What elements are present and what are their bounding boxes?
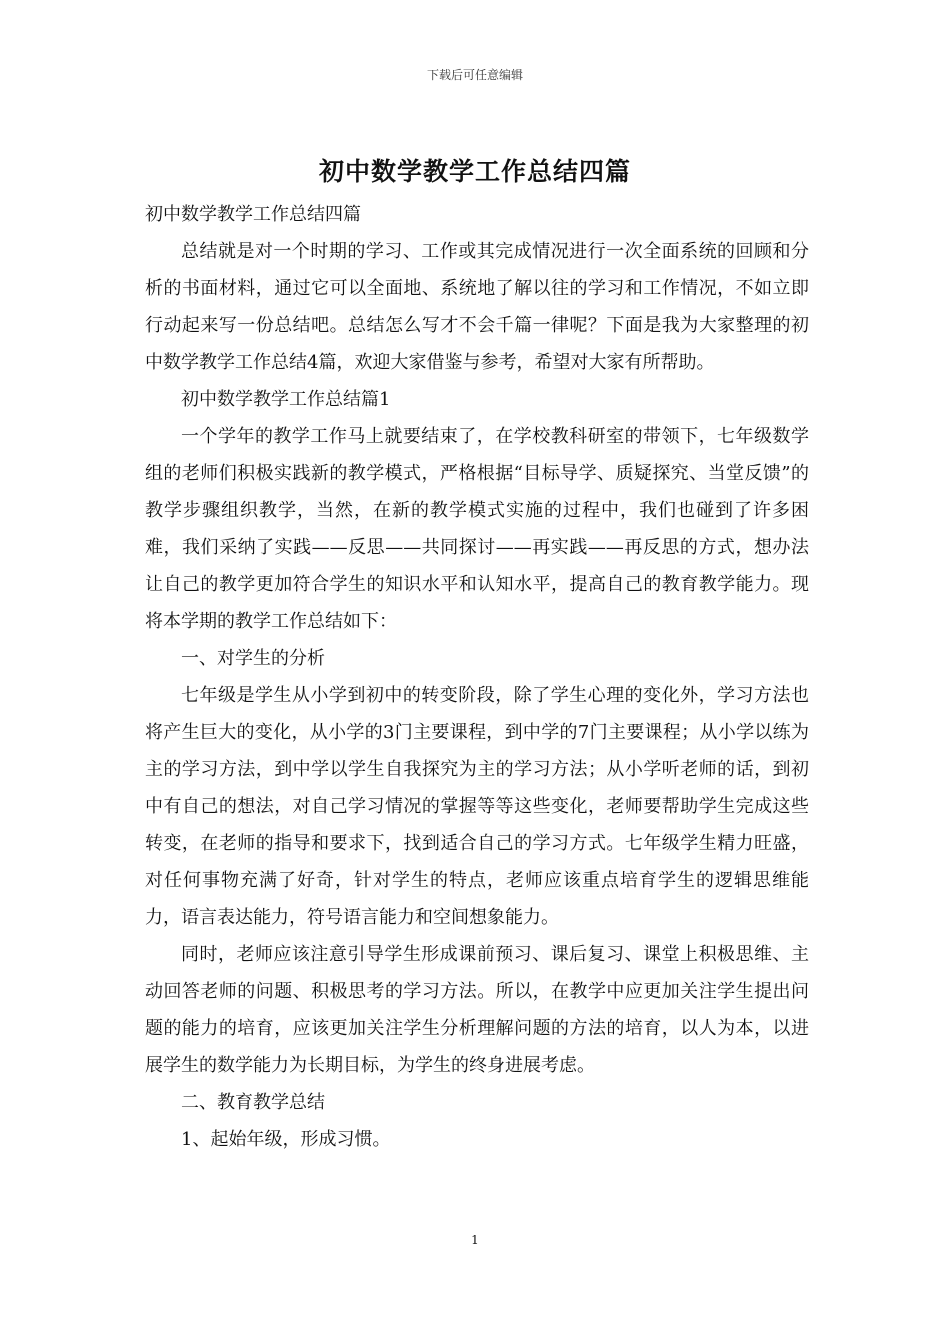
body-paragraph-2: 七年级是学生从小学到初中的转变阶段，除了学生心理的变化外，学习方法也将产生巨大的变化，从小学的3门主要课程，到中学的7门主要课程；从小学以练为主的学习方法，到中学以学生自我探究为主的学习方法；从小学听老师的话，到初中有自己的想法，对自己学习情况的掌握等等这些变化，老师要帮助学生完成这些转变，在老师的指导和要求下，找到适合自己的学习方式。七年级学生精力旺盛，对任何事物充满了好奇，针对学生的特点，老师应该重点培育学生的逻辑思维能力，语言表达能力，符号语言能力和空间想象能力。 xyxy=(145,685,809,928)
page-number: 1 xyxy=(471,1233,479,1247)
header-note: 下载后可任意编辑 xyxy=(426,68,523,82)
body-paragraph-1: 一个学年的教学工作马上就要结束了，在学校教科研室的带领下，七年级数学组的老师们积极实践新的教学模式，严格根据“目标导学、质疑探究、当堂反馈”的教学步骤组织教学，当然，在新的教学模式实施的过程中，我们也碰到了许多困难，我们采纳了实践——反思——共同探讨——再实践——再反思的方式，想办法让自己的教学更加符合学生的知识水平和认知水平，提高自己的教育教学能力。现将本学期的教学工作总结如下： xyxy=(145,426,809,632)
document-title: 初中数学教学工作总结四篇 xyxy=(318,157,631,186)
intro-paragraph: 总结就是对一个时期的学习、工作或其完成情况进行一次全面系统的回顾和分析的书面材料，通过它可以全面地、系统地了解以往的学习和工作情况，不如立即行动起来写一份总结吧。总结怎么写才不会千篇一律呢？下面是我为大家整理的初中数学教学工作总结4篇，欢迎大家借鉴与参考，希望对大家有所帮助。 xyxy=(145,241,809,373)
list-item-1: 1、起始年级，形成习惯。 xyxy=(181,1129,391,1150)
section-heading-student-analysis: 一、对学生的分析 xyxy=(181,648,325,669)
document-body xyxy=(145,196,809,1158)
body-paragraph-3: 同时，老师应该注意引导学生形成课前预习、课后复习、课堂上积极思维、主动回答老师的问题、积极思考的学习方法。所以，在教学中应更加关注学生提出问题的能力的培育，应该更加关注学生分析理解问题的方法的培育，以人为本，以进展学生的数学能力为长期目标，为学生的终身进展考虑。 xyxy=(145,944,809,1076)
section-heading-teaching-summary: 二、教育教学总结 xyxy=(181,1092,325,1113)
subtitle-paragraph: 初中数学教学工作总结四篇 xyxy=(145,204,361,225)
section-heading-part1: 初中数学教学工作总结篇1 xyxy=(181,389,391,410)
